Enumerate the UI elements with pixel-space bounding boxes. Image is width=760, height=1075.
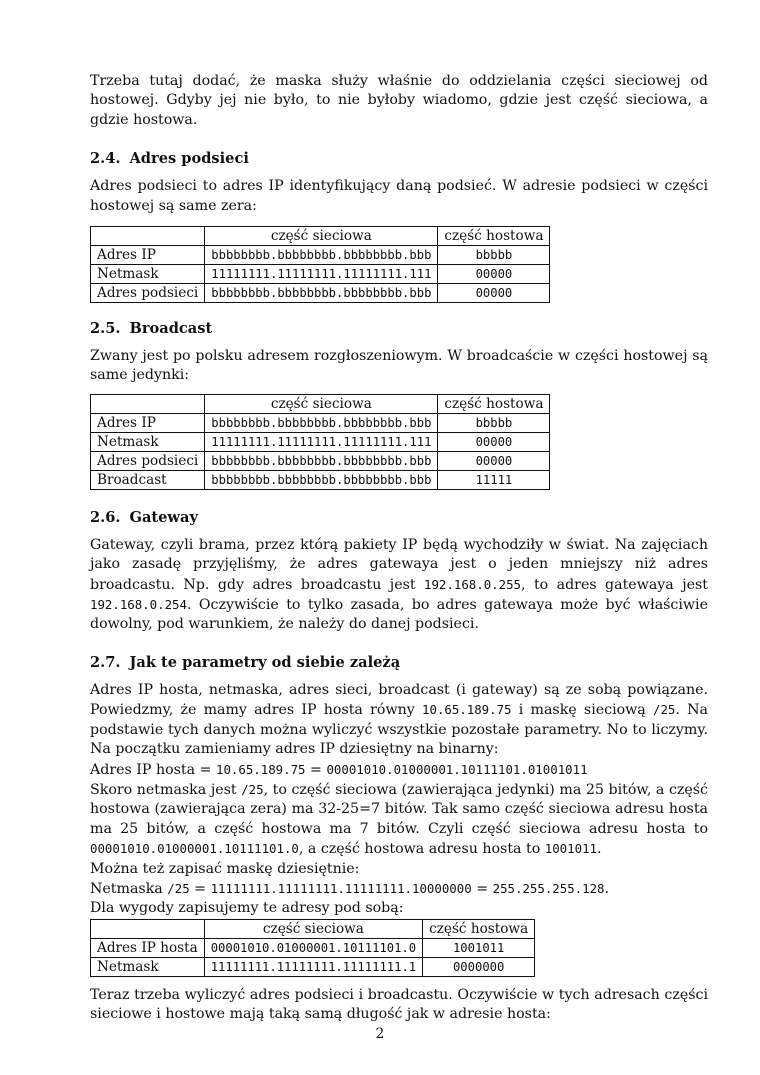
section-number: 2.7. <box>90 653 121 671</box>
section-number: 2.5. <box>90 320 121 338</box>
text: Skoro netmaska jest <box>90 781 242 798</box>
table-row <box>91 938 535 957</box>
text: Adres IP hosta = <box>90 761 216 778</box>
netmask-binary: 11111111.11111111.11111111.10000000 <box>210 880 472 896</box>
host-part: 00000 <box>438 451 550 470</box>
table-intro-line: Dla wygody zapisujemy te adresy pod sobą: <box>90 900 404 917</box>
section-2-6-heading <box>90 508 708 527</box>
text: , to część sieciowa (zawierająca jedynki) ma 25 bitów, a część hostowa (zawierająca zera) ma 32-25=7 bitów. Tak samo część sieciowa adresu hosta ma 25 bitów, a część hostowa ma 7 bitów. Czyli część sieciowa adresu hosta to <box>90 781 708 837</box>
section-2-5-heading <box>90 319 708 338</box>
broadcast-table <box>90 394 550 490</box>
host-ip: 10.65.189.75 <box>421 702 512 718</box>
row-label: Netmask <box>91 432 205 451</box>
host-ip-binary-line <box>90 760 708 780</box>
text: . <box>596 841 602 858</box>
host-part: 11111 <box>438 470 550 489</box>
gateway-address: 192.168.0.254 <box>90 597 187 613</box>
text: . Na podstawie tych danych można wyliczyć wszystkie pozostałe parametry. No to liczymy. Na początku zamieniamy adres IP dziesiętny na binarny: <box>90 702 709 758</box>
section-2-5-text: Zwany jest po polsku adresem rozgłoszeniowym. W broadcaście w części hostowej są same jedynki: <box>90 348 708 384</box>
row-label: Adres podsieci <box>91 451 205 470</box>
network-part: 11111111.11111111.11111111.1 <box>204 957 422 976</box>
network-part: bbbbbbbb.bbbbbbbb.bbbbbbbb.bbb <box>205 451 438 470</box>
table-header-cell: część sieciowa <box>205 394 438 413</box>
row-label: Broadcast <box>91 470 205 489</box>
network-part: 11111111.11111111.11111111.111 <box>205 265 438 284</box>
text: = <box>305 761 327 778</box>
section-title: Gateway <box>129 508 198 526</box>
section-title: Jak te parametry od siebie zależą <box>129 653 401 671</box>
text: Gateway, czyli brama, przez którą pakiety IP będą wychodziły w świat. Na zajęciach jako zasadę przyjęliśmy, że adres gatewaya jest o jeden mniejszy niż adres broadcastu. Np. gdy adres broadcastu jest <box>90 536 708 593</box>
network-part: bbbbbbbb.bbbbbbbb.bbbbbbbb.bbb <box>205 470 438 489</box>
table-header-row <box>91 394 550 413</box>
page-number: 2 <box>375 1026 385 1042</box>
table-row <box>91 246 550 265</box>
table-header-cell: część sieciowa <box>204 919 422 938</box>
host-part: bbbbb <box>438 246 550 265</box>
page-content <box>90 72 708 1025</box>
table-row <box>91 451 550 470</box>
table-row <box>91 265 550 284</box>
table-row <box>91 957 535 976</box>
host-part: 1001011 <box>423 938 535 957</box>
table-row <box>91 432 550 451</box>
network-part: bbbbbbbb.bbbbbbbb.bbbbbbbb.bbb <box>205 413 438 432</box>
row-label: Adres IP <box>91 413 205 432</box>
broadcast-address: 192.168.0.255 <box>424 576 521 592</box>
section-number: 2.6. <box>90 508 121 526</box>
text: = <box>189 880 211 897</box>
section-title: Adres podsieci <box>129 150 249 168</box>
netmask-decimal: 255.255.255.128 <box>492 880 605 896</box>
netmask-prefix: /25 <box>241 781 264 797</box>
table-row <box>91 470 550 489</box>
text: , to adres gatewaya jest <box>521 576 708 593</box>
netmask-explanation <box>90 780 708 860</box>
row-label: Adres IP hosta <box>91 938 205 957</box>
netmask-prefix: /25 <box>167 880 190 896</box>
table-header-row <box>91 227 550 246</box>
section-2-4-heading <box>90 149 708 168</box>
subnet-table <box>90 226 550 303</box>
row-label: Adres IP <box>91 246 205 265</box>
network-part: bbbbbbbb.bbbbbbbb.bbbbbbbb.bbb <box>205 246 438 265</box>
host-part: 0000000 <box>423 957 535 976</box>
network-part: 11111111.11111111.11111111.111 <box>205 432 438 451</box>
table-row <box>91 413 550 432</box>
section-2-7-intro <box>90 681 708 760</box>
text: Netmaska <box>90 880 168 897</box>
host-part: 00000 <box>438 284 550 303</box>
table-header-row <box>91 919 535 938</box>
table-header-cell <box>91 919 205 938</box>
table-row <box>91 284 550 303</box>
host-part-binary: 1001011 <box>544 841 597 857</box>
row-label: Netmask <box>91 957 205 976</box>
network-part: 00001010.01000001.10111101.0 <box>204 938 422 957</box>
network-part: bbbbbbbb.bbbbbbbb.bbbbbbbb.bbb <box>205 284 438 303</box>
table-header-cell: część sieciowa <box>205 227 438 246</box>
netmask-line <box>90 879 708 899</box>
text: Adres IP hosta, netmaska, adres sieci, broadcast (i gateway) są ze sobą powiązane. Powiedzmy, że mamy adres IP hosta równy <box>90 681 708 719</box>
network-part-binary: 00001010.01000001.10111101.0 <box>90 841 299 857</box>
table-header-cell <box>91 227 205 246</box>
section-title: Broadcast <box>129 320 213 338</box>
table-header-cell: część hostowa <box>438 394 550 413</box>
text: i maskę sieciową <box>511 702 653 719</box>
host-part: bbbbb <box>438 413 550 432</box>
table-header-cell: część hostowa <box>423 919 535 938</box>
section-number: 2.4. <box>90 150 121 168</box>
text: . <box>604 880 610 897</box>
host-ip: 10.65.189.75 <box>215 761 306 777</box>
intro-paragraph: Trzeba tutaj dodać, że maska służy właśnie do oddzielania części sieciowej od hostowej. Gdyby jej nie było, to nie byłoby wiadomo, gdzie jest część sieciowa, a gdzie hostowa. <box>90 73 708 128</box>
table-header-cell: część hostowa <box>438 227 550 246</box>
host-part: 00000 <box>438 265 550 284</box>
decimal-mask-line: Można też zapisać maskę dziesiętnie: <box>90 860 360 877</box>
text: , a część hostowa adresu hosta to <box>298 841 545 858</box>
text: . Oczywiście to tylko zasada, bo adres gatewaya może być właściwie dowolny, pod warunkiem, że należy do danej podsieci. <box>90 597 708 633</box>
table-header-cell <box>91 394 205 413</box>
row-label: Adres podsieci <box>91 284 205 303</box>
section-2-7-heading <box>90 653 708 672</box>
section-2-4-text: Adres podsieci to adres IP identyfikujący daną podsieć. W adresie podsieci w części hostowej są same zera: <box>90 178 708 214</box>
row-label: Netmask <box>91 265 205 284</box>
netmask-prefix: /25 <box>653 702 676 718</box>
host-ip-binary: 00001010.01000001.10111101.01001011 <box>326 761 588 777</box>
section-2-6-text <box>90 536 708 635</box>
text: = <box>471 880 493 897</box>
host-part: 00000 <box>438 432 550 451</box>
host-netmask-table <box>90 919 535 977</box>
closing-paragraph: Teraz trzeba wyliczyć adres podsieci i broadcastu. Oczywiście w tych adresach części sieciowe i hostowe mają taką samą długość jak w adresie hosta: <box>90 986 708 1023</box>
